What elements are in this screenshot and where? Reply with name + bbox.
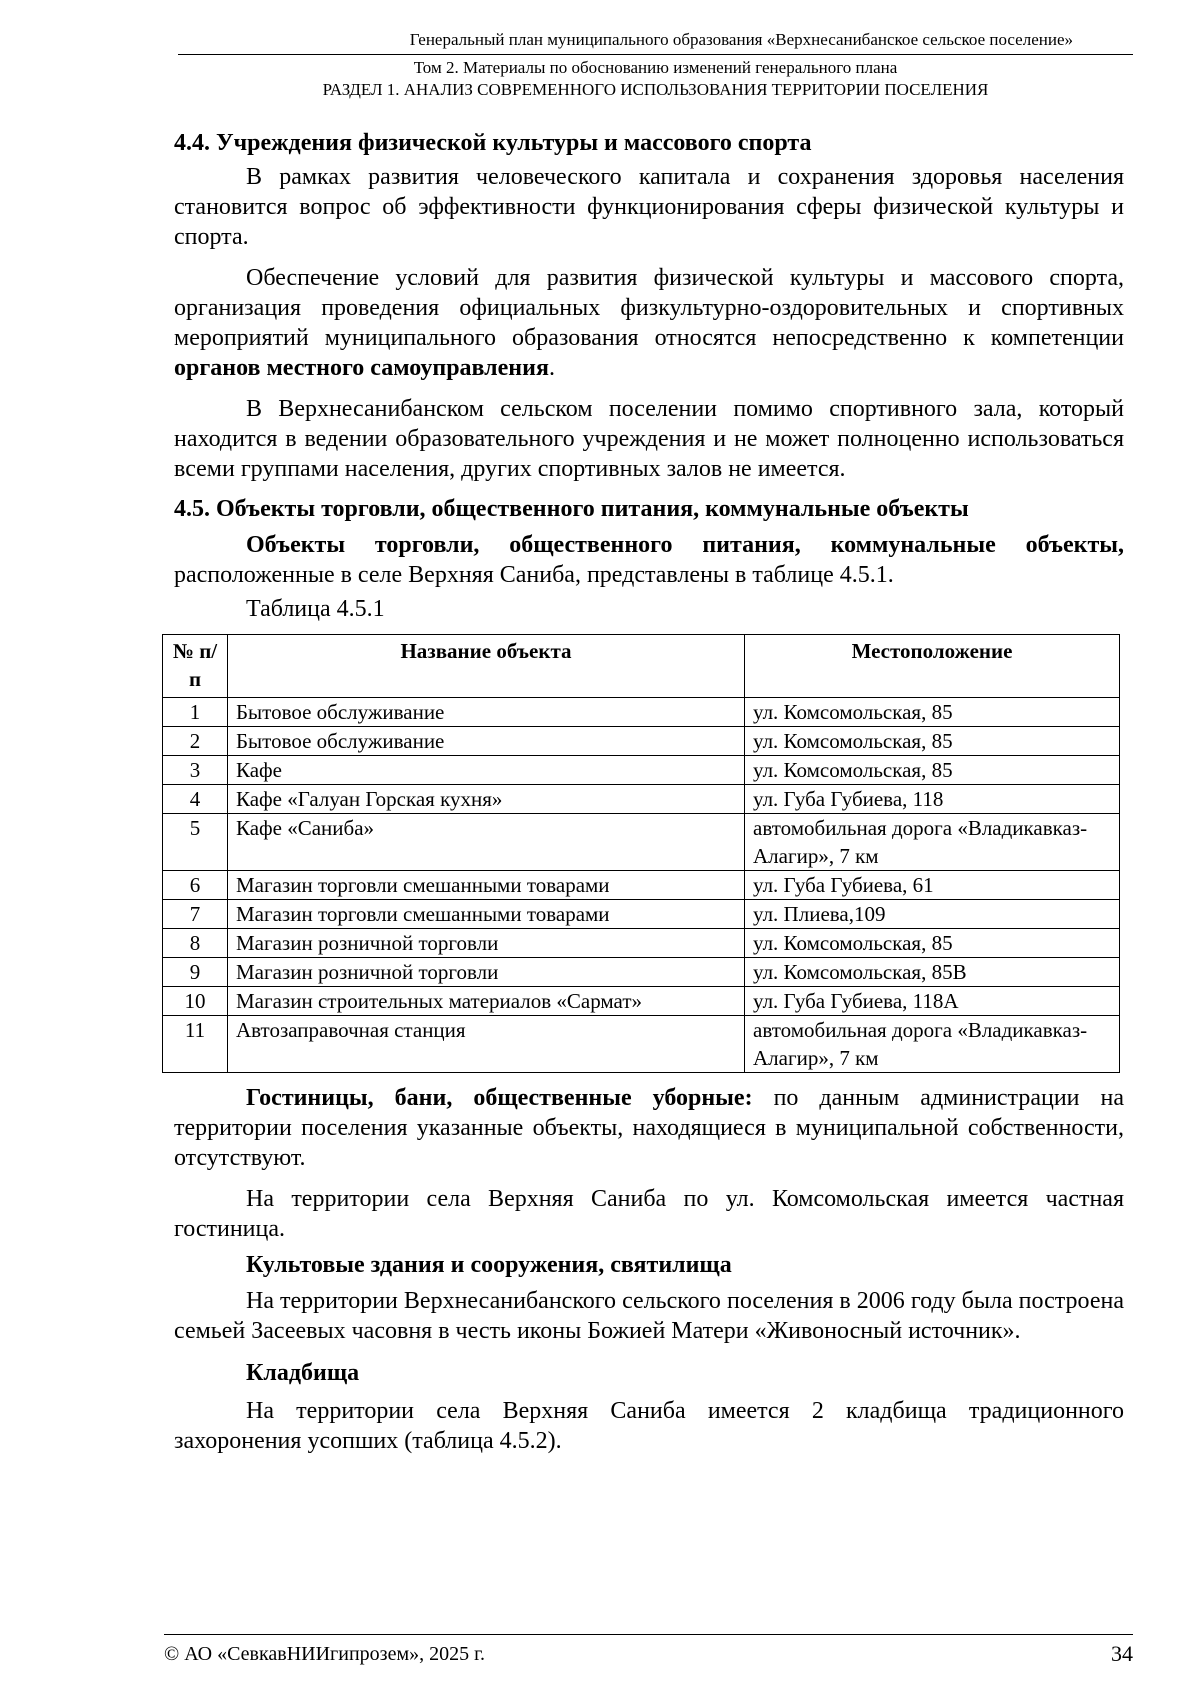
table-cell: ул. Комсомольская, 85 <box>745 727 1120 756</box>
table-cell: автомобильная дорога «Владикавказ-Алагир», 7 км <box>745 1016 1120 1073</box>
table-row <box>163 900 1120 929</box>
table-cell: Бытовое обслуживание <box>228 698 745 727</box>
table-row <box>163 958 1120 987</box>
subsection-title-cult: Культовые здания и сооружения, святилища <box>246 1252 732 1278</box>
table-cell: ул. Комсомольская, 85 <box>745 698 1120 727</box>
table-cell: ул. Комсомольская, 85 <box>745 756 1120 785</box>
section-4-5-title: 4.5. Объекты торговли, общественного питания, коммунальные объекты <box>174 496 969 522</box>
table-cell: 10 <box>163 987 228 1016</box>
section-4-4-title: 4.4. Учреждения физической культуры и массового спорта <box>174 130 812 156</box>
table-cell: Магазин торговли смешанными товарами <box>228 871 745 900</box>
table-cell: 1 <box>163 698 228 727</box>
table-cell: 2 <box>163 727 228 756</box>
table-cell: 5 <box>163 814 228 871</box>
table-cell: Кафе «Саниба» <box>228 814 745 871</box>
header-section: РАЗДЕЛ 1. АНАЛИЗ СОВРЕМЕННОГО ИСПОЛЬЗОВАНИЯ ТЕРРИТОРИИ ПОСЕЛЕНИЯ <box>322 80 989 99</box>
table-cell: Магазин торговли смешанными товарами <box>228 900 745 929</box>
subsection-title-cemeteries: Кладбища <box>246 1360 360 1386</box>
table-header-location: Местоположение <box>745 635 1120 698</box>
table-cell: ул. Губа Губиева, 118 <box>745 785 1120 814</box>
objects-table <box>162 634 1120 1073</box>
table-cell: 7 <box>163 900 228 929</box>
table-cell: 9 <box>163 958 228 987</box>
table-row <box>163 987 1120 1016</box>
paragraph: В Верхнесанибанском сельском поселении помимо спортивного зала, который находится в ведении образовательного учреждения и не может полноценно использоваться всеми группами населения, других спортивных залов не имеется. <box>174 396 1124 482</box>
paragraph: Обеспечение условий для развития физической культуры и массового спорта, организация проведения официальных физкультурно-оздоровительных и спортивных мероприятий муниципального образования относятся непосредственно к компетенции органов местного самоуправления. <box>174 265 1124 381</box>
paragraph: Объекты торговли, общественного питания, коммунальные объекты, расположенные в селе Верхняя Саниба, представлены в таблице 4.5.1. <box>174 532 1124 588</box>
table-row <box>163 814 1120 871</box>
table-cell: Магазин розничной торговли <box>228 929 745 958</box>
table-cell: автомобильная дорога «Владикавказ-Алагир», 7 км <box>745 814 1120 871</box>
page-number: 34 <box>1111 1641 1133 1666</box>
table-cell: ул. Губа Губиева, 118А <box>745 987 1120 1016</box>
table-cell: 11 <box>163 1016 228 1073</box>
table-cell: Магазин строительных материалов «Сармат» <box>228 987 745 1016</box>
paragraph: На территории села Верхняя Саниба имеется 2 кладбища традиционного захоронения усопших (таблица 4.5.2). <box>174 1398 1124 1454</box>
table-cell: 6 <box>163 871 228 900</box>
table-row <box>163 929 1120 958</box>
table-cell: Бытовое обслуживание <box>228 727 745 756</box>
table-row <box>163 727 1120 756</box>
table-cell: ул. Комсомольская, 85В <box>745 958 1120 987</box>
footer-divider <box>164 1634 1133 1635</box>
header-plan-title: Генеральный план муниципального образования «Верхнесанибанское сельское поселение» <box>409 30 1073 49</box>
table-caption: Таблица 4.5.1 <box>246 596 385 622</box>
table-cell: ул. Плиева,109 <box>745 900 1120 929</box>
paragraph: На территории Верхнесанибанского сельского поселения в 2006 году была построена семьей Засеевых часовня в честь иконы Божией Матери «Живоносный источник». <box>174 1288 1124 1344</box>
document-body <box>174 128 1124 1456</box>
paragraph: Гостиницы, бани, общественные уборные: по данным администрации на территории поселения указанные объекты, находящиеся в муниципальной собственности, отсутствуют. <box>174 1085 1125 1171</box>
header-volume: Том 2. Материалы по обоснованию изменений генерального плана <box>413 58 898 77</box>
paragraph: На территории села Верхняя Саниба по ул. Комсомольская имеется частная гостиница. <box>174 1186 1124 1242</box>
header-divider <box>178 54 1133 55</box>
table-row <box>163 785 1120 814</box>
table-cell: ул. Комсомольская, 85 <box>745 929 1120 958</box>
table-cell: ул. Губа Губиева, 61 <box>745 871 1120 900</box>
table-header-name: Название объекта <box>228 635 745 698</box>
footer-copyright: © АО «СевкавНИИгипрозем», 2025 г. <box>164 1643 486 1665</box>
table-row <box>163 1016 1120 1073</box>
bold-term: органов местного самоуправления <box>174 355 549 381</box>
table-cell: Кафе «Галуан Горская кухня» <box>228 785 745 814</box>
table-cell: 8 <box>163 929 228 958</box>
paragraph: В рамках развития человеческого капитала и сохранения здоровья населения становится вопрос об эффективности функционирования сферы физической культуры и спорта. <box>174 164 1124 250</box>
table-header-number: № п/п <box>163 635 228 698</box>
table-cell: 3 <box>163 756 228 785</box>
table-cell: 4 <box>163 785 228 814</box>
table-row <box>163 871 1120 900</box>
table-header-row <box>163 635 1120 698</box>
table-cell: Автозаправочная станция <box>228 1016 745 1073</box>
table-row <box>163 698 1120 727</box>
table-cell: Кафе <box>228 756 745 785</box>
table-cell: Магазин розничной торговли <box>228 958 745 987</box>
table-row <box>163 756 1120 785</box>
